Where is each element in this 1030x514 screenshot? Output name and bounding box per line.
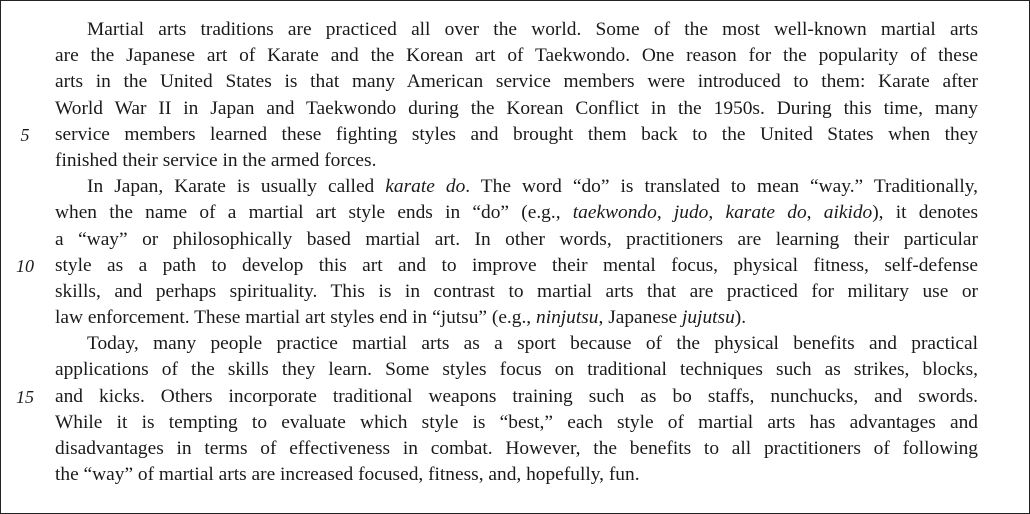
passage-line xyxy=(1,43,1029,69)
passage-line xyxy=(1,305,1029,331)
text-segment: finished their service in the armed forces. xyxy=(55,149,377,171)
line-text xyxy=(55,253,978,279)
text-segment: and kicks. Others incorporate traditional weapons training such as bo staffs, nunchucks, and swords. xyxy=(55,385,978,407)
text-segment: a “way” or philosophically based martial art. In other words, practitioners are learning their particular xyxy=(55,228,978,250)
text-segment: . The word “do” is translated to mean “way.” Traditionally, xyxy=(465,176,978,198)
passage-line xyxy=(1,148,1029,174)
text-segment: In Japan, Karate is usually called xyxy=(87,176,386,198)
passage-line xyxy=(1,384,1029,410)
passage-line xyxy=(1,17,1029,43)
text-segment: are the Japanese art of Karate and the Korean art of Taekwondo. One reason for the popularity of these xyxy=(55,45,978,67)
passage-line xyxy=(1,200,1029,226)
italic-term: taekwondo xyxy=(572,202,657,224)
italic-term: ninjutsu xyxy=(536,307,599,329)
line-text xyxy=(87,174,978,200)
text-segment: disadvantages in terms of effectiveness in combat. However, the benefits to all practitioners of following xyxy=(55,438,978,459)
line-text xyxy=(87,17,978,43)
italic-term: judo xyxy=(673,202,709,224)
line-number: 5 xyxy=(20,124,30,145)
passage-line xyxy=(1,69,1029,95)
line-text xyxy=(55,305,978,331)
text-segment: Martial arts traditions are practiced all over the world. Some of the most well-known martial arts xyxy=(87,19,978,40)
text-segment: While it is tempting to evaluate which style is “best,” each style of martial arts has advantages and xyxy=(55,411,978,433)
line-text xyxy=(87,331,978,357)
passage-line xyxy=(1,357,1029,383)
text-segment: ). xyxy=(734,307,747,329)
text-segment: applications of the skills they learn. Some styles focus on traditional techniques such as strikes, blocks, xyxy=(55,359,978,381)
line-text xyxy=(55,43,978,69)
text-segment: style as a path to develop this art and to improve their mental focus, physical fitness, self-defense xyxy=(55,254,978,276)
italic-term: aikido xyxy=(823,202,873,224)
line-text xyxy=(55,69,978,95)
passage-line xyxy=(1,279,1029,305)
passage-line xyxy=(1,331,1029,357)
line-text xyxy=(55,200,978,226)
passage-line xyxy=(1,227,1029,253)
passage-line xyxy=(1,253,1029,279)
line-text xyxy=(55,148,978,174)
text-segment: law enforcement. These martial art styles end in “jutsu” (e.g., xyxy=(55,307,537,329)
line-text xyxy=(55,384,978,410)
line-text xyxy=(55,122,978,148)
italic-term: jujutsu xyxy=(681,307,735,329)
line-text xyxy=(55,462,978,488)
line-text xyxy=(55,410,978,436)
text-segment: , xyxy=(806,202,824,224)
line-text xyxy=(55,227,978,253)
text-segment: World War II in Japan and Taekwondo during the Korean Conflict in the 1950s. During this time, many xyxy=(55,97,978,119)
line-text xyxy=(55,357,978,383)
text-segment: , xyxy=(656,202,674,224)
line-text xyxy=(55,96,978,122)
text-segment: arts in the United States is that many American service members were introduced to them: Karate after xyxy=(55,71,978,93)
passage-line xyxy=(1,410,1029,436)
passage-line xyxy=(1,462,1029,488)
text-segment: skills, and perhaps spirituality. This is in contrast to martial arts that are practiced for military use or xyxy=(55,280,978,302)
passage-line xyxy=(1,174,1029,200)
line-text xyxy=(55,436,978,462)
reading-passage xyxy=(1,17,1029,488)
passage-line xyxy=(1,96,1029,122)
italic-term: karate do xyxy=(385,176,466,198)
italic-term: karate do xyxy=(725,202,807,224)
line-number: 10 xyxy=(16,255,34,276)
text-segment: ), it denotes xyxy=(872,202,979,224)
text-segment: the “way” of martial arts are increased focused, fitness, and, hopefully, fun. xyxy=(55,464,640,486)
line-text xyxy=(55,279,978,305)
text-segment: Today, many people practice martial arts as a sport because of the physical benefits and practical xyxy=(87,333,978,355)
text-segment: service members learned these fighting styles and brought them back to the United States when they xyxy=(55,123,978,145)
text-segment: , xyxy=(708,202,726,224)
text-segment: when the name of a martial art style ends in “do” (e.g., xyxy=(55,202,573,224)
line-number: 15 xyxy=(16,386,34,407)
passage-line xyxy=(1,436,1029,462)
passage-line xyxy=(1,122,1029,148)
text-segment: , Japanese xyxy=(598,307,682,329)
